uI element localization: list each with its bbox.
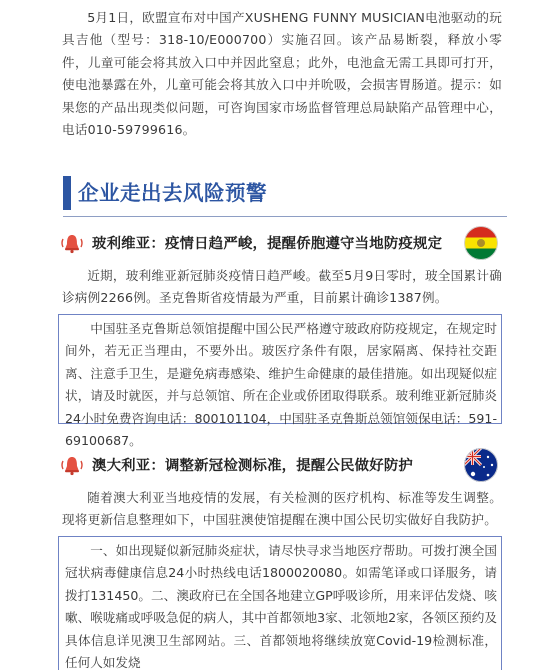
article-lead-australia: 随着澳大利亚当地疫情的发展，有关检测的医疗机构、标准等发生调整。现将更新信息整理如下，中国驻澳使馆提醒在澳中国公民切实做好自我防护。: [62, 490, 502, 528]
section-accent-bar: [63, 176, 71, 210]
notice-box-australia: [58, 536, 502, 670]
notice-text-bolivia: 中国驻圣克鲁斯总领馆提醒中国公民严格遵守玻政府防疫规定，在规定时间外，若无正当理由，不要外出。玻医疗条件有限，居家隔离、保持社交距离、注意手卫生，是避免病毒感染、维护生命健康的最佳措施。如出现疑似症状，请及时就医，并与总领馆、所在企业或侨团取得联系。玻利维亚新冠肺炎24小时免费咨询电话：800101104，中国驻圣克鲁斯总领馆领保电话：591-69100687。: [65, 321, 497, 449]
bolivia-flag-icon: [464, 226, 498, 260]
article-title-bolivia: 玻利维亚：疫情日趋严峻，提醒侨胞遵守当地防疫规定: [92, 236, 443, 252]
article-title-australia: 澳大利亚：调整新冠检测标准，提醒公民做好防护: [92, 458, 413, 474]
section-title: 企业走出去风险预警: [78, 181, 267, 205]
section-divider: [63, 216, 507, 217]
alarm-bell-icon: [60, 454, 84, 476]
intro-paragraph: 5月1日，欧盟宣布对中国产XUSHENG FUNNY MUSICIAN电池驱动的玩具吉他（型号：318-10/E000700）实施召回。该产品易断裂，释放小零件，儿童可能会将其放入口中并因此窒息；此外，电池盒无需工具即可打开，使电池暴露在外，儿童可能会将其放入口中并吮吸，会损害胃肠道。提示：如果您的产品出现类似问题，可咨询国家市场监督管理总局缺陷产品管理中心，电话010-59799616。: [62, 10, 502, 138]
australia-flag-icon: [464, 448, 498, 482]
article-lead-bolivia: 近期，玻利维亚新冠肺炎疫情日趋严峻。截至5月9日零时，玻全国累计确诊病例2266例。圣克鲁斯省疫情最为严重，目前累计确诊1387例。: [62, 268, 502, 306]
notice-box-bolivia: [58, 314, 502, 449]
notice-text-australia: 一、如出现疑似新冠肺炎症状，请尽快寻求当地医疗帮助。可拨打澳全国冠状病毒健康信息24小时热线电话1800020080。如需笔译或口译服务，请拨打131450。二、澳政府已在全国各地建立GP呼吸诊所，用来评估发烧、咳嗽、喉咙痛或呼吸急促的病人，其中首都领地3家、北领地2家，各领区预约及具体信息详见澳卫生部网站。三、首都领地将继续放宽Covid-19检测标准，任何人如发烧: [65, 543, 497, 670]
alarm-bell-icon: [60, 232, 84, 254]
